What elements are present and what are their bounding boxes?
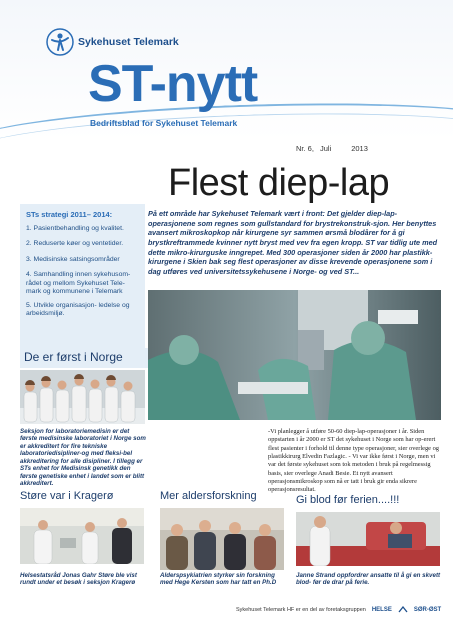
hospital-logo-icon (46, 28, 74, 56)
main-headline: Flest diep-lap (168, 162, 390, 204)
org-name: Sykehuset Telemark (78, 36, 179, 48)
surgery-photo (148, 290, 441, 420)
research-caption: Alderspsykiatrien styrker sin forskning med Hege Kersten som har tatt en Ph.D (160, 572, 277, 587)
strategy-item: 2. Reduserte køer og ventetider. (26, 240, 124, 248)
issue-number: Nr. 6, (296, 144, 314, 153)
research-photo (160, 508, 284, 570)
blood-heading: Gi blod før ferien....!!! (296, 494, 400, 506)
blood-caption: Janne Strand oppfordrer ansatte til å gi en skvett blod- før de drar på ferie. (296, 572, 441, 587)
strategy-item: 4. Samhandling innen sykehusom-rådet og mellom Sykehuset Tele-mark og kommunene i Telemark (26, 271, 131, 296)
strategy-sidebar (20, 204, 145, 360)
strategy-item: 5. Utvikle organisasjon- ledelse og arbeidsmiljø. (26, 301, 130, 318)
masthead-subtitle: Bedriftsblad for Sykehuset Telemark (90, 118, 238, 128)
footer-text: Sykehuset Telemark HF er en del av foretaksgruppen (236, 607, 366, 613)
kragero-photo (20, 508, 144, 564)
issue-month: Juli (319, 144, 332, 153)
strategy-item: 1. Pasientbehandling og kvalitet. (26, 225, 124, 232)
footer (236, 606, 441, 614)
research-heading: Mer aldersforskning (160, 490, 257, 502)
first-story-heading: De er først i Norge (20, 348, 148, 368)
kragero-caption: Helsestatsråd Jonas Gahr Støre ble vist rundt under et besøk i seksjon Kragerø (20, 572, 137, 587)
region-name: SØR-ØST (413, 607, 442, 613)
blood-donation-photo (296, 512, 440, 566)
issue-year: 2013 (351, 144, 368, 153)
lab-staff-photo (20, 370, 145, 424)
main-body-text: -Vi planlegger å utføre 50-60 diep-lap-operasjoner i år. Siden oppstarten i år 2000 er ST det sykehuset i Norge som har op-erert flest pasienter i forhold til denne type operasjoner, sier overlege og plastikkirurg Elvedin Fazlagic. - Vi var ikke først i Norge, men vi var det første sykehuset som tok metoden i bruk på regelmessig basis, sier overlege Anadi Besie. Et nytt avansert operasjonsmikroskop som nå er tatt i bruk gir enda sikrere operasjonsresultat. (268, 428, 439, 494)
masthead-title: ST-nytt (88, 55, 258, 113)
helse-logo: HELSE (371, 607, 392, 613)
kragero-heading: Støre var i Kragerø (20, 490, 114, 502)
issue-info (296, 144, 368, 153)
first-story-caption: Seksjon for laboratoriemedisin er det første medisinske laboratoriet i Norge som er akkreditert for fire tekniske laboratoriedisipliner-og med fleksi-bel akkreditering for alle disipliner. I tillegg er STs enhet for Medisinsk genetikk den første genetiske enhet i landet som er blitt akkreditert. (20, 428, 146, 488)
strategy-item: 3. Medisinske satsingsområder (26, 255, 120, 263)
strategy-title: STs strategi 2011– 2014: (26, 210, 113, 219)
region-logo-icon (398, 606, 408, 614)
main-lede: På ett område har Sykehuset Telemark vært i front: Det gjelder diep-lap-operasjonene som regnes som gullstandard for brystrekonstruk-sjon. Her benyttes avansert mikroskopkop når kirurgene syr sammen ørsmå blodårer for å gi brystkreftrammede kvinner nytt bryst med vev fra egen kropp. ST var tidlig ute med dette mikro-kirurguske inngrepet. Med 300 operasjoner siden år 2000 har plastikk-kirurgene i Skien bak seg flest operasjoner av disse krevende operasjonene som i dag utføres ved universitetssykehusene i Norge- og ved ST... (148, 209, 438, 276)
